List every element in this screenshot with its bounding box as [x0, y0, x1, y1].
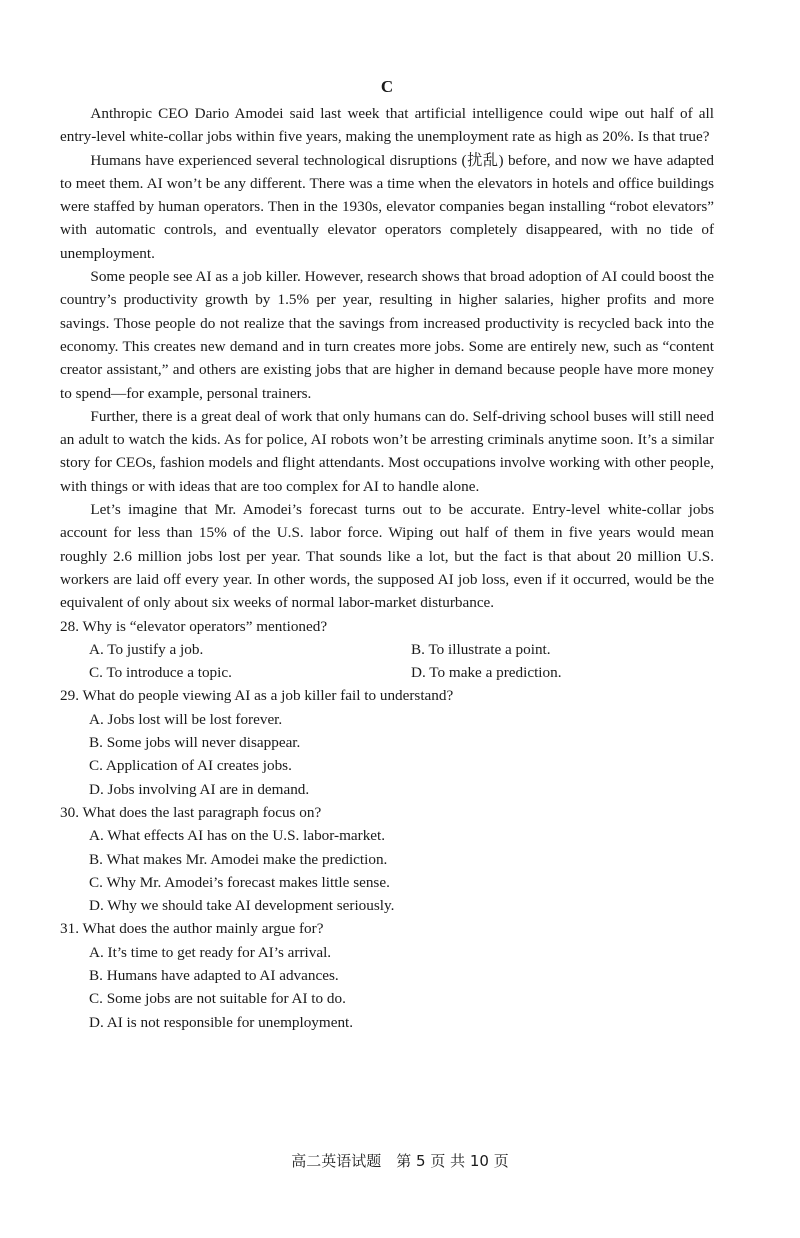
option: A. It’s time to get ready for AI’s arrival.	[89, 943, 332, 961]
option: B. Some jobs will never disappear.	[89, 734, 301, 752]
question-30	[60, 801, 714, 917]
option-list	[60, 638, 714, 685]
passage	[60, 102, 714, 615]
question-stem: 31. What does the author mainly argue for?	[60, 920, 324, 938]
option: B. Humans have adapted to AI advances.	[89, 966, 339, 984]
question-31	[60, 917, 714, 1033]
option: D. Jobs involving AI are in demand.	[89, 780, 310, 798]
page-footer: 高二英语试题 第 5 页 共 10 页	[291, 1152, 509, 1170]
option: B. What makes Mr. Amodei make the prediction.	[89, 850, 388, 868]
paragraph: Some people see AI as a job killer. However, research shows that broad adoption of AI could boost the country’s productivity growth by 1.5% per year, resulting in higher salaries, higher profits and more savings. Those people do not realize that the savings from increased productivity is recycled back into the economy. This creates new demand and in turn creates more jobs. Some are entirely new, such as “content creator assistant,” and others are existing jobs that are higher in demand because people have more money to spend—for example, personal trainers.	[60, 268, 714, 402]
question-28	[60, 615, 714, 685]
questions	[60, 615, 714, 1034]
option: A. To justify a job.	[89, 640, 204, 658]
paragraph: Anthropic CEO Dario Amodei said last week that artificial intelligence could wipe out half of all entry-level white-collar jobs within five years, making the unemployment rate as high as 20%. Is that true?	[60, 105, 714, 146]
option: A. Jobs lost will be lost forever.	[89, 710, 283, 728]
option: C. Some jobs are not suitable for AI to do.	[89, 990, 346, 1008]
option: C. To introduce a topic.	[89, 664, 232, 682]
paragraph: Further, there is a great deal of work that only humans can do. Self-driving school buses will still need an adult to watch the kids. As for police, AI robots won’t be arresting criminals anytime soon. It’s a similar story for CEOs, fashion models and flight attendants. Most occupations involve working with other people, with things or with ideas that are too complex for AI to handle alone.	[60, 407, 714, 495]
option: C. Why Mr. Amodei’s forecast makes little sense.	[89, 873, 390, 891]
option-list	[60, 824, 714, 917]
option-list	[60, 941, 714, 1034]
passage-page	[60, 76, 714, 1034]
option: D. Why we should take AI development seriously.	[89, 897, 395, 915]
paragraph: Let’s imagine that Mr. Amodei’s forecast turns out to be accurate. Entry-level white-collar jobs account for less than 15% of the U.S. labor force. Wiping out half of them in five years would mean roughly 2.6 million jobs lost per year. That sounds like a lot, but the fact is that about 20 million U.S. workers are laid off every year. In other words, the supposed AI job loss, even if it occurred, would be the equivalent of only about six weeks of normal labor-market disturbance.	[60, 501, 714, 612]
option: D. To make a prediction.	[411, 664, 562, 682]
option: C. Application of AI creates jobs.	[89, 757, 292, 775]
paragraph: Humans have experienced several technological disruptions (扰乱) before, and now we have adapted to meet them. AI won’t be any different. There was a time when the elevators in hotels and office buildings were staffed by human operators. Then in the 1930s, elevator companies began installing “robot elevators” with automatic controls, and eventually elevator operators completely disappeared, with no tide of unemployment.	[60, 151, 714, 262]
question-stem: 29. What do people viewing AI as a job killer fail to understand?	[60, 687, 454, 705]
option: D. AI is not responsible for unemployment.	[89, 1013, 354, 1031]
option: B. To illustrate a point.	[411, 640, 551, 658]
option: A. What effects AI has on the U.S. labor-market.	[89, 827, 386, 845]
section-title: C	[380, 77, 394, 96]
question-stem: 28. Why is “elevator operators” mentioned?	[60, 617, 328, 635]
option-list	[60, 708, 714, 801]
question-29	[60, 684, 714, 800]
question-stem: 30. What does the last paragraph focus on?	[60, 803, 322, 821]
